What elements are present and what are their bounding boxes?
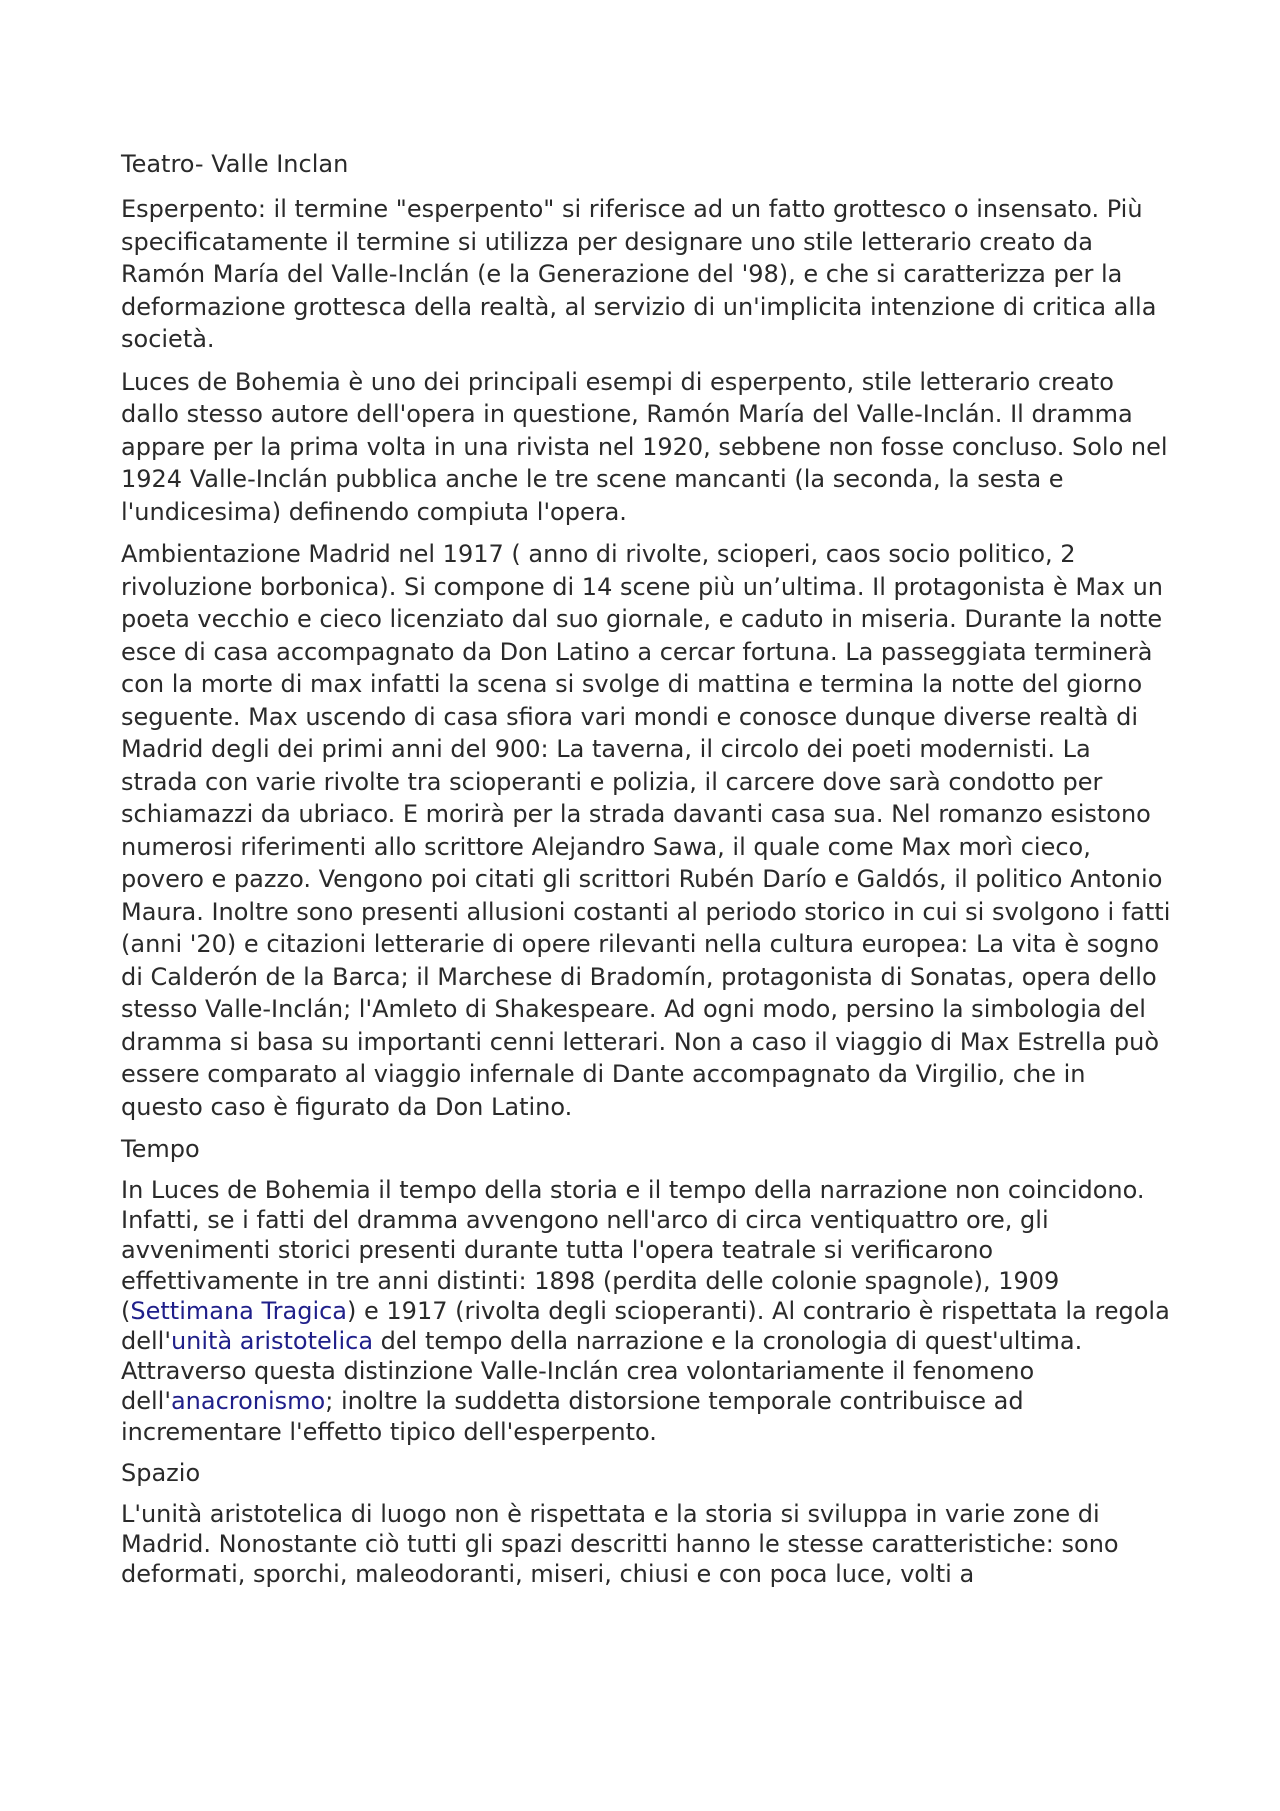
document-title: Teatro- Valle Inclan [121, 150, 349, 178]
link-settimana-tragica[interactable]: Settimana Tragica [130, 1296, 348, 1325]
link-unita-aristotelica[interactable]: unità aristotelica [170, 1327, 374, 1356]
tempo-text-4: ; inoltre la suddetta distorsione temporale contribuisce ad incrementare l'effetto tipico dell'esperpento. [121, 1387, 1024, 1446]
tempo-text-1: In Luces de Bohemia il tempo della storia e il tempo della narrazione non coincidono. Infatti, se i fatti del dramma avvengono nell'arco di circa ventiquattro ore, gli avvenimenti storici presenti durante tutta l'opera teatrale si verificarono effettivamente in tre anni distinti: 1898 (perdita delle colonie spagnole), 1909 ( [121, 1176, 1145, 1325]
link-anacronismo[interactable]: anacronismo [170, 1387, 326, 1416]
paragraph-ambientazione: Ambientazione Madrid nel 1917 ( anno di rivolte, scioperi, caos socio politico, 2 rivoluzione borbonica). Si compone di 14 scene più un’ultima. Il protagonista è Max un poeta vecchio e cieco licenziato dal suo giornale, e caduto in miseria. Durante la notte esce di casa accompagnato da Don Latino a cercar fortuna. La passeggiata terminerà con la morte di max infatti la scena si svolge di mattina e termina la notte del giorno seguente. Max uscendo di casa sfiora vari mondi e conosce dunque diverse realtà di Madrid degli dei primi anni del 900: La taverna, il circolo dei poeti modernisti. La strada con varie rivolte tra scioperanti e polizia, il carcere dove sarà condotto per schiamazzi da ubriaco. E morirà per la strada davanti casa sua. Nel romanzo esistono numerosi riferimenti allo scrittore Alejandro Sawa, il quale come Max morì cieco, povero e pazzo. Vengono poi citati gli scrittori Rubén Darío e Galdós, il politico Antonio Maura. Inoltre sono presenti allusioni costanti al periodo storico in cui si svolgono i fatti (anni '20) e citazioni letterarie di opere rilevanti nella cultura europea: La vita è sogno di Calderón de la Barca; il Marchese di Bradomín, protagonista di Sonatas, opera dello stesso Valle-Inclán; l'Amleto di Shakespeare. Ad ogni modo, persino la simbologia del dramma si basa su importanti cenni letterari. Non a caso il viaggio di Max Estrella può essere comparato al viaggio infernale di Dante accompagnato da Virgilio, che in questo caso è figurato da Don Latino. [121, 540, 1171, 1121]
tempo-text-2: ) e 1917 (rivolta degli scioperanti). Al contrario è rispettata la regola dell' [121, 1296, 1170, 1356]
paragraph-luces-de-bohemia: Luces de Bohemia è uno dei principali esempi di esperpento, stile letterario creato dallo stesso autore dell'opera in questione, Ramón María del Valle-Inclán. Il dramma appare per la prima volta in una rivista nel 1920, sebbene non fosse concluso. Solo nel 1924 Valle-Inclán pubblica anche le tre scene mancanti (la seconda, la sesta e l'undicesima) definendo compiuta l'opera. [121, 367, 1168, 526]
tempo-text-3: del tempo della narrazione e la cronologia di quest'ultima. Attraverso questa distinzione Valle-Inclán crea volontariamente il fenomeno dell' [121, 1327, 1083, 1416]
paragraph-tempo [121, 1175, 1172, 1447]
heading-spazio: Spazio [121, 1458, 201, 1487]
paragraph-spazio: L'unità aristotelica di luogo non è rispettata e la storia si sviluppa in varie zone di Madrid. Nonostante ciò tutti gli spazi descritti hanno le stesse caratteristiche: sono deformati, sporchi, maleodoranti, miseri, chiusi e con poca luce, volti a [121, 1499, 1119, 1589]
paragraph-esperpento: Esperpento: il termine "esperpento" si riferisce ad un fatto grottesco o insensato. Più specificatamente il termine si utilizza per designare uno stile letterario creato da Ramón María del Valle-Inclán (e la Generazione del '98), e che si caratterizza per la deformazione grottesca della realtà, al servizio di un'implicita intenzione di critica alla società. [121, 195, 1157, 353]
heading-tempo: Tempo [121, 1135, 200, 1163]
